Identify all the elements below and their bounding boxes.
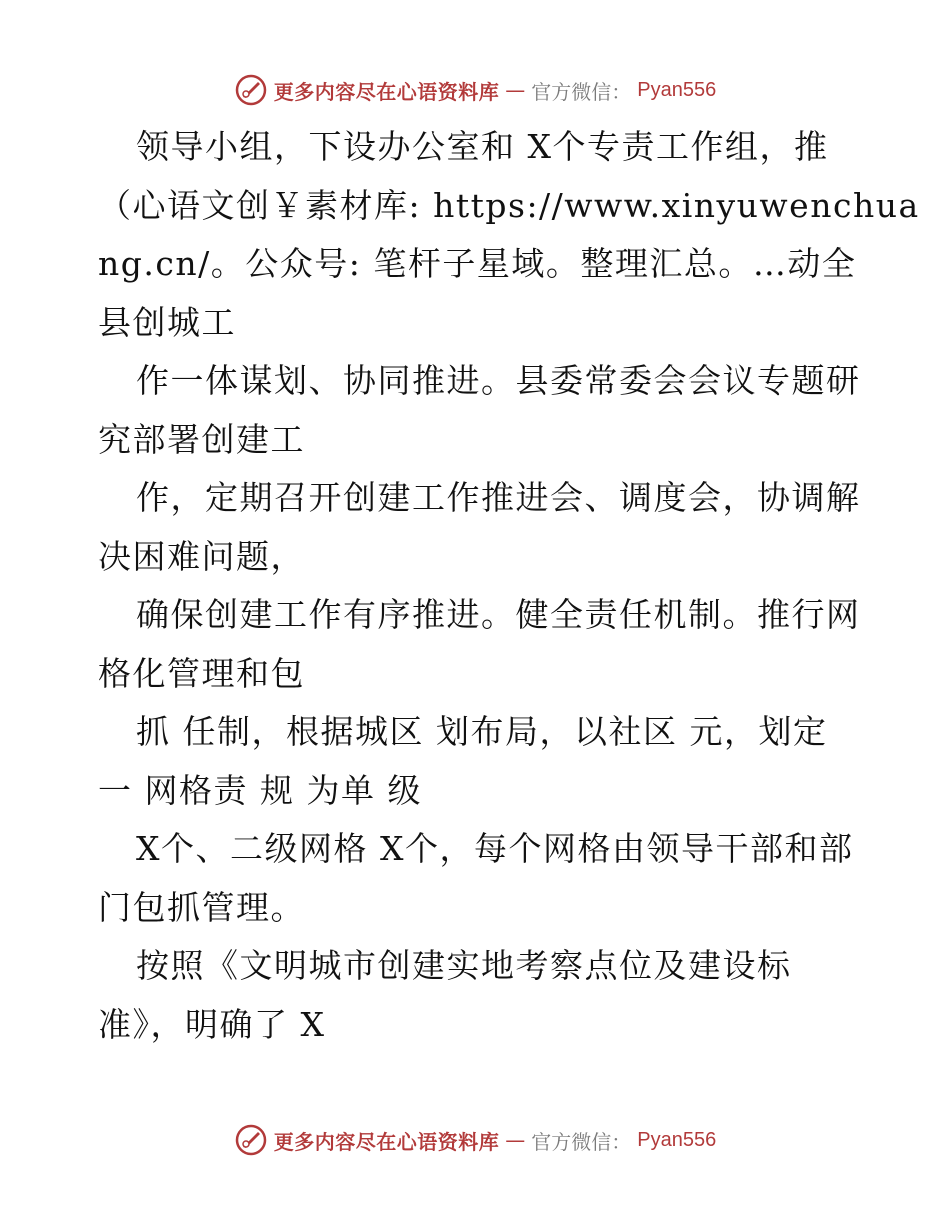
header-banner [0, 70, 950, 110]
body-line: 县创城工 [98, 302, 236, 342]
body-line: 作，定期召开创建工作推进会、调度会，协调解 [136, 478, 861, 517]
body-line: 领导小组，下设办公室和 X个专责工作组，推 [136, 127, 829, 166]
quill-logo-icon [234, 1123, 268, 1157]
banner-separator: — [505, 1128, 526, 1152]
footer-banner [0, 1120, 950, 1160]
banner-title: 更多内容尽在心语资料库 [273, 1129, 500, 1154]
banner-wechat-label: 官方微信： [531, 79, 632, 104]
body-line: 门包抓管理。 [98, 887, 305, 927]
body-line: 作一体谋划、协同推进。县委常委会会议专题研 [136, 361, 861, 400]
body-line: ng.cn/。公众号: 笔杆子星域。整理汇总。…动全 [98, 244, 857, 283]
body-line: 究部署创建工 [98, 419, 305, 459]
quill-logo-icon [234, 73, 268, 107]
banner-separator: — [505, 78, 526, 102]
body-line: 按照《文明城市创建实地考察点位及建设标 [136, 946, 792, 985]
banner-wechat-id: Pyan556 [637, 78, 717, 101]
body-line: 格化管理和包 [98, 653, 305, 693]
body-line: X个、二级网格 X个，每个网格由领导干部和部 [136, 829, 854, 868]
body-line: 准》，明确了 X [98, 1004, 326, 1044]
body-line: （心语文创￥素材库: https://www.xinyuwenchua [98, 185, 920, 225]
body-line: 抓 任制，根据城区 划布局，以社区 元，划定 [136, 712, 828, 751]
banner-wechat-label: 官方微信： [531, 1129, 632, 1154]
document-body [98, 118, 920, 1054]
banner-wechat-id: Pyan556 [637, 1128, 717, 1151]
body-line: 一 网格责 规 为单 级 [98, 770, 422, 810]
banner-title: 更多内容尽在心语资料库 [273, 79, 500, 104]
body-line: 确保创建工作有序推进。健全责任机制。推行网 [136, 595, 861, 634]
body-line: 决困难问题， [98, 536, 305, 576]
